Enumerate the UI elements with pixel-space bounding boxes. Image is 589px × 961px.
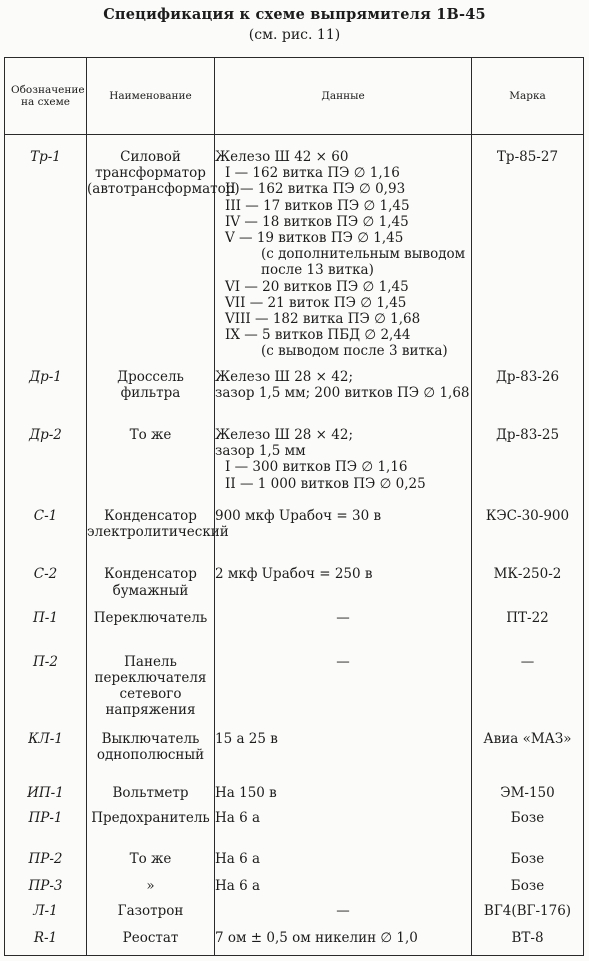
name-cell: Переключатель — [87, 610, 215, 654]
table-row — [5, 930, 584, 955]
name-cell: Панель переключателя сетевого напряжения — [87, 654, 215, 731]
table-row — [5, 903, 584, 930]
name-cell: Реостат — [87, 930, 215, 955]
brand-cell: Др-83-25 — [472, 427, 584, 508]
table-row — [5, 427, 584, 508]
table-row — [5, 810, 584, 852]
table-row — [5, 566, 584, 610]
data-line: — — [336, 903, 350, 920]
data-line: 2 мкф Uрабоч = 250 в — [215, 566, 373, 583]
data-line: IV — 18 витков ПЭ ∅ 1,45 — [225, 213, 409, 230]
data-line: I — 162 витка ПЭ ∅ 1,16 — [225, 165, 400, 182]
data-line: II — 1 000 витков ПЭ ∅ 0,25 — [225, 475, 426, 492]
data-cell — [215, 810, 472, 852]
brand-cell: Авиа «МАЗ» — [472, 731, 584, 785]
data-line: — — [336, 653, 350, 670]
data-line: 900 мкф Uрабоч = 30 в — [215, 508, 382, 525]
table-row — [5, 135, 584, 369]
designation-cell: С-2 — [5, 566, 87, 610]
designation-cell: П-2 — [5, 654, 87, 731]
table-row — [5, 785, 584, 810]
designation-cell: КЛ-1 — [5, 731, 87, 785]
data-cell — [215, 654, 472, 731]
data-line: VI — 20 витков ПЭ ∅ 1,45 — [225, 278, 409, 295]
data-line: V — 19 витков ПЭ ∅ 1,45 — [225, 230, 404, 247]
designation-cell: С-1 — [5, 508, 87, 566]
name-cell: Газотрон — [87, 903, 215, 930]
data-cell — [215, 785, 472, 810]
data-line: 7 ом ± 0,5 ом никелин ∅ 1,0 — [215, 930, 418, 947]
column-header-data: Данные — [215, 58, 472, 135]
data-cell — [215, 427, 472, 508]
brand-cell: КЭС-30-900 — [472, 508, 584, 566]
data-cell — [215, 878, 472, 903]
data-line: Железо Ш 42 × 60 — [215, 149, 349, 165]
designation-cell: R-1 — [5, 930, 87, 955]
data-line: 15 а 25 в — [215, 730, 278, 747]
brand-cell: ВГ4(ВГ-176) — [472, 903, 584, 930]
name-cell: Вольтметр — [87, 785, 215, 810]
name-cell: Конденсатор электролитический — [87, 508, 215, 566]
name-cell: Силовой трансформатор (автотрансформатор) — [87, 135, 215, 369]
name-cell: Дроссель фильтра — [87, 369, 215, 427]
name-cell: То же — [87, 427, 215, 508]
designation-cell: ИП-1 — [5, 785, 87, 810]
brand-cell: Тр-85-27 — [472, 135, 584, 369]
data-line: IX — 5 витков ПБД ∅ 2,44 — [225, 327, 411, 344]
name-cell: Предохранитель — [87, 810, 215, 852]
designation-cell: ПР-2 — [5, 851, 87, 878]
designation-cell: ПР-1 — [5, 810, 87, 852]
data-line: зазор 1,5 мм — [215, 443, 306, 460]
data-cell — [215, 508, 472, 566]
brand-cell: ВТ-8 — [472, 930, 584, 955]
data-cell — [215, 135, 472, 369]
data-cell — [215, 369, 472, 427]
name-cell: То же — [87, 851, 215, 878]
data-line: (с выводом после 3 витка) — [261, 343, 448, 360]
designation-cell: Др-1 — [5, 369, 87, 427]
data-line: Железо Ш 28 × 42; — [215, 426, 353, 443]
brand-cell: — — [472, 654, 584, 731]
document-title: Спецификация к схеме выпрямителя 1В-45 — [103, 6, 486, 23]
designation-cell: П-1 — [5, 610, 87, 654]
table-header — [5, 58, 584, 135]
designation-cell: Др-2 — [5, 427, 87, 508]
specification-table — [4, 57, 584, 956]
data-cell — [215, 930, 472, 955]
data-line: II — 162 витка ПЭ ∅ 0,93 — [225, 181, 406, 198]
brand-cell: ПТ-22 — [472, 610, 584, 654]
brand-cell: Бозе — [472, 851, 584, 878]
designation-cell: ПР-3 — [5, 878, 87, 903]
data-line: На 6 а — [215, 878, 261, 895]
table-row — [5, 851, 584, 878]
column-header-brand: Марка — [472, 58, 584, 135]
table-body — [5, 135, 584, 956]
name-cell: Выключатель однополюсный — [87, 731, 215, 785]
table-row — [5, 878, 584, 903]
brand-cell: ЭМ-150 — [472, 785, 584, 810]
data-line: I — 300 витков ПЭ ∅ 1,16 — [225, 459, 408, 476]
data-cell — [215, 610, 472, 654]
data-line: (с дополнительным выводом после 13 витка) — [261, 246, 466, 279]
table-row — [5, 610, 584, 654]
data-line: На 6 а — [215, 809, 261, 826]
data-line: — — [336, 610, 350, 627]
data-line: VIII — 182 витка ПЭ ∅ 1,68 — [225, 311, 421, 328]
data-line: III — 17 витков ПЭ ∅ 1,45 — [225, 197, 410, 214]
brand-cell: Бозе — [472, 878, 584, 903]
data-line: На 150 в — [215, 784, 277, 801]
table-row — [5, 369, 584, 427]
data-cell — [215, 903, 472, 930]
data-cell — [215, 731, 472, 785]
designation-cell: Л-1 — [5, 903, 87, 930]
brand-cell: МК-250-2 — [472, 566, 584, 610]
data-cell — [215, 851, 472, 878]
document-subtitle: (см. рис. 11) — [248, 27, 341, 43]
brand-cell: Бозе — [472, 810, 584, 852]
data-line: На 6 а — [215, 851, 261, 868]
name-cell: Конденсатор бумажный — [87, 566, 215, 610]
column-header-designation: Обозначение на схеме — [5, 58, 87, 135]
name-cell: » — [87, 878, 215, 903]
table-row — [5, 654, 584, 731]
data-line: зазор 1,5 мм; 200 витков ПЭ ∅ 1,68 — [215, 384, 470, 401]
table-row — [5, 731, 584, 785]
table-row — [5, 508, 584, 566]
designation-cell: Тр-1 — [5, 135, 87, 369]
data-cell — [215, 566, 472, 610]
data-line: Железо Ш 28 × 42; — [215, 368, 353, 385]
column-header-name: Наименование — [87, 58, 215, 135]
data-line: VII — 21 виток ПЭ ∅ 1,45 — [225, 294, 407, 311]
brand-cell: Др-83-26 — [472, 369, 584, 427]
